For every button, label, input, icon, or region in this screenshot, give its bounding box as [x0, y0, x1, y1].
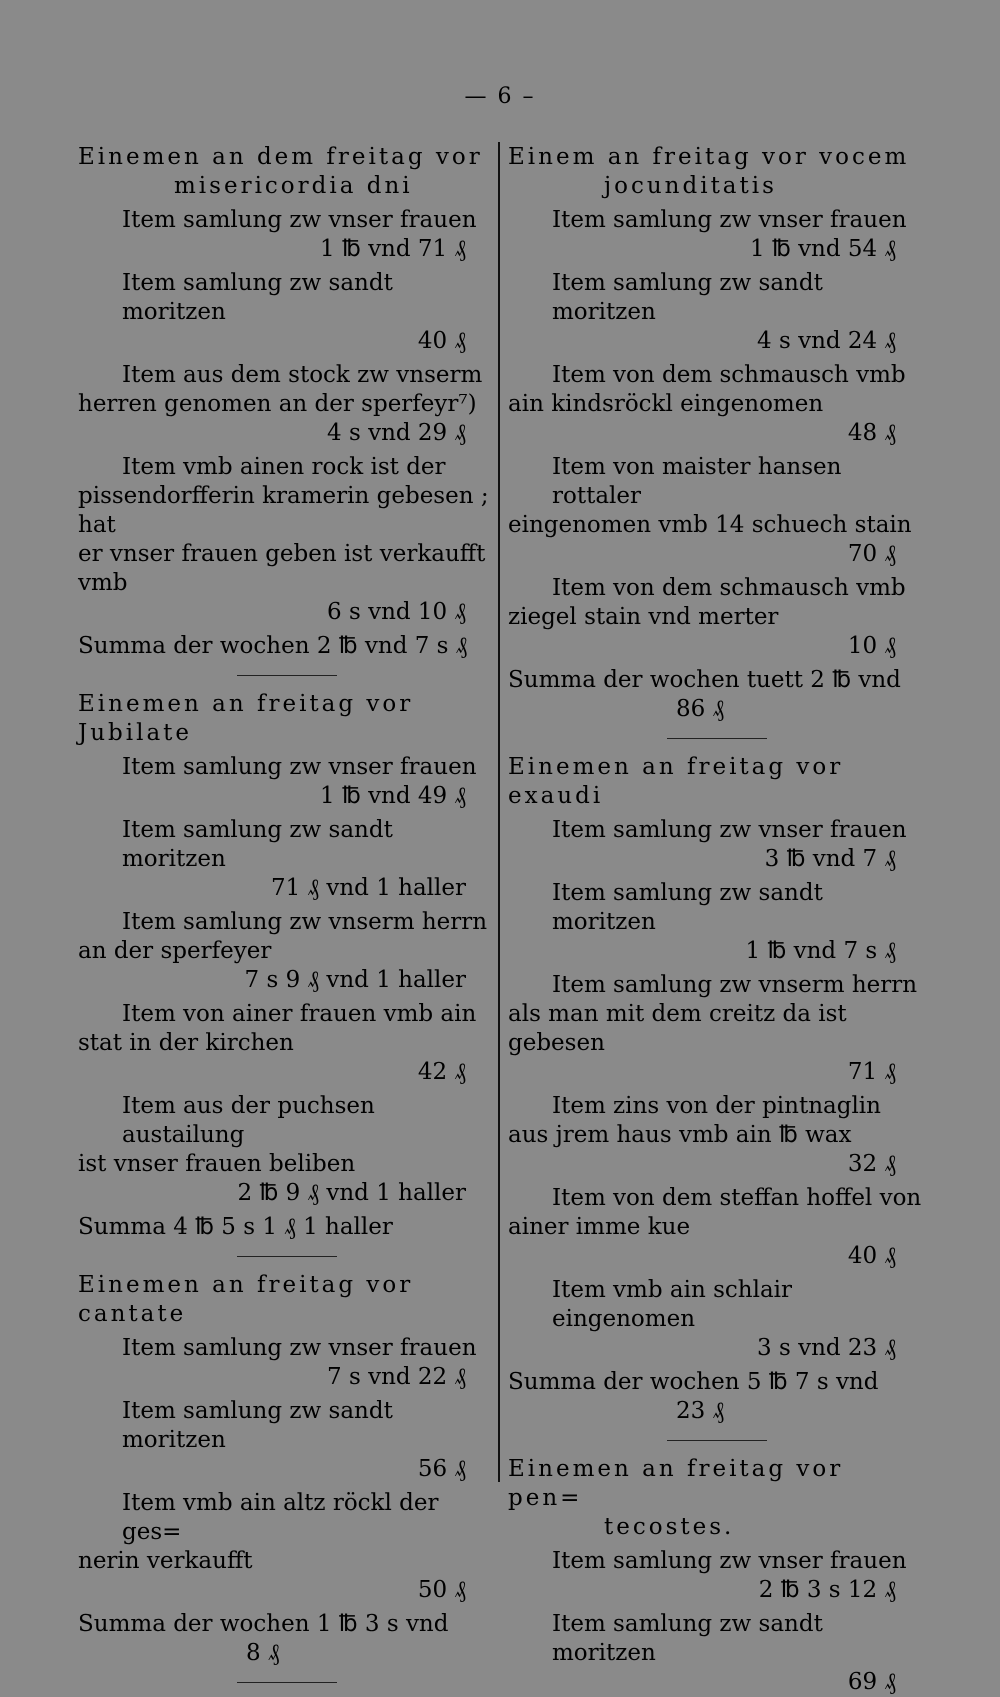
total-line: Summa der wochen 1 ℔ 3 s vnd — [78, 1611, 449, 1637]
item-text: Item samlung zw sandt moritzen — [552, 270, 823, 325]
item-text: Item von ainer frauen vmb ain — [122, 1001, 477, 1027]
ledger-item — [78, 753, 496, 811]
item-text: ist vnser frauen beliben — [78, 1151, 356, 1177]
item-amount: 56 ₰ — [417, 1456, 466, 1482]
item-text: als man mit dem creitz da ist gebesen — [508, 1001, 847, 1056]
ledger-item — [508, 1184, 926, 1271]
heading-line: Einemen an freitag vor pen= — [508, 1456, 844, 1511]
ledger-item — [78, 816, 496, 903]
item-text: pissendorfferin kramerin gebesen ; hat — [78, 483, 489, 538]
section-heading — [78, 690, 496, 748]
section-heading — [508, 753, 926, 811]
left-column — [78, 143, 496, 1697]
item-text: Item samlung zw sandt moritzen — [122, 817, 393, 872]
ledger-item — [78, 1000, 496, 1087]
item-amount: 7 s vnd 22 ₰ — [327, 1364, 466, 1390]
heading-line: Einem an freitag vor vocem — [508, 144, 910, 170]
section-separator — [237, 1256, 337, 1257]
section-separator — [237, 1682, 337, 1683]
item-text: Item vmb ainen rock ist der — [122, 454, 446, 480]
item-amount: 2 ℔ 9 ₰ vnd 1 haller — [237, 1180, 466, 1206]
item-amount: 50 ₰ — [417, 1577, 466, 1603]
column-divider — [498, 142, 500, 1482]
item-amount: 3 ℔ vnd 7 ₰ — [764, 846, 896, 872]
item-amount: 40 ₰ — [847, 1243, 896, 1269]
entry-section — [78, 143, 496, 676]
item-amount: 71 ₰ vnd 1 haller — [270, 875, 466, 901]
entry-section — [78, 690, 496, 1257]
ledger-item — [78, 453, 496, 627]
weekly-total — [78, 632, 496, 661]
section-heading — [508, 1455, 926, 1542]
item-text: Item samlung zw vnser frauen — [552, 817, 907, 843]
item-amount: 7 s 9 ₰ vnd 1 haller — [244, 967, 466, 993]
item-text: eingenomen vmb 14 schuech stain — [508, 512, 912, 538]
item-text: Item samlung zw vnser frauen — [552, 1548, 907, 1574]
item-text: Item samlung zw vnser frauen — [122, 754, 477, 780]
ledger-item — [78, 1397, 496, 1484]
ledger-item — [508, 1610, 926, 1697]
item-text: Item samlung zw vnser frauen — [122, 207, 477, 233]
item-amount: 3 s vnd 23 ₰ — [757, 1335, 896, 1361]
total-line: Summa der wochen 5 ℔ 7 s vnd — [508, 1369, 879, 1395]
ledger-item — [508, 1547, 926, 1605]
heading-line: tecostes. — [604, 1514, 735, 1540]
item-amount: 4 s vnd 29 ₰ — [327, 420, 466, 446]
heading-line: misericordia dni — [174, 173, 413, 199]
heading-line: Einemen an freitag vor Jubilate — [78, 691, 414, 746]
item-text: Item vmb ain schlair eingenomen — [552, 1277, 793, 1332]
item-text: ain kindsröckl eingenomen — [508, 391, 824, 417]
item-text: Item vmb ain altz röckl der ges= — [122, 1490, 439, 1545]
item-text: an der sperfeyer — [78, 938, 272, 964]
item-text: Item samlung zw sandt moritzen — [552, 880, 823, 935]
item-amount: 70 ₰ — [847, 541, 896, 567]
entry-section — [508, 753, 926, 1441]
ledger-item — [78, 1489, 496, 1605]
weekly-total — [508, 666, 926, 724]
item-text: Item von dem schmausch vmb — [552, 362, 906, 388]
total-line: 23 ₰ — [676, 1398, 725, 1424]
right-column — [508, 143, 926, 1697]
ledger-item — [508, 574, 926, 661]
item-text: Item aus dem stock zw vnserm — [122, 362, 483, 388]
entry-section — [78, 1271, 496, 1683]
item-text: Item samlung zw vnser frauen — [552, 207, 907, 233]
item-text: ainer imme kue — [508, 1214, 691, 1240]
ledger-item — [508, 879, 926, 966]
item-amount: 2 ℔ 3 s 12 ₰ — [758, 1577, 896, 1603]
item-text: herren genomen an der sperfeyr⁷) — [78, 391, 477, 417]
section-heading — [78, 1271, 496, 1329]
ledger-item — [78, 1334, 496, 1392]
item-text: Item samlung zw sandt moritzen — [122, 1398, 393, 1453]
ledger-item — [78, 206, 496, 264]
ledger-item — [78, 269, 496, 356]
entry-section — [508, 143, 926, 739]
item-amount: 6 s vnd 10 ₰ — [327, 599, 466, 625]
ledger-item — [78, 361, 496, 448]
ledger-item — [508, 269, 926, 356]
item-text: Item von maister hansen rottaler — [552, 454, 842, 509]
item-text: Item samlung zw sandt moritzen — [552, 1611, 823, 1666]
item-text: Item samlung zw sandt moritzen — [122, 270, 393, 325]
total-line: 8 ₰ — [246, 1640, 280, 1666]
item-amount: 1 ℔ vnd 71 ₰ — [320, 236, 466, 262]
item-text: aus jrem haus vmb ain ℔ wax — [508, 1122, 852, 1148]
item-text: Item aus der puchsen austailung — [122, 1093, 375, 1148]
total-line: 86 ₰ — [676, 696, 725, 722]
section-heading — [508, 143, 926, 201]
item-amount: 71 ₰ — [847, 1059, 896, 1085]
section-separator — [237, 675, 337, 676]
ledger-item — [508, 453, 926, 569]
section-separator — [667, 1440, 767, 1441]
item-amount: 1 ℔ vnd 54 ₰ — [750, 236, 896, 262]
total-line: Summa 4 ℔ 5 s 1 ₰ 1 haller — [78, 1214, 393, 1240]
ledger-item — [508, 361, 926, 448]
page-number: — 6 – — [464, 84, 536, 109]
section-heading — [78, 143, 496, 201]
ledger-item — [508, 971, 926, 1087]
ledger-item — [508, 1092, 926, 1179]
heading-line: Einemen an freitag vor cantate — [78, 1272, 414, 1327]
item-text: Item von dem steffan hoffel von — [552, 1185, 922, 1211]
ledger-item — [508, 816, 926, 874]
ledger-item — [78, 1092, 496, 1208]
total-line: Summa der wochen 2 ℔ vnd 7 s ₰ — [78, 633, 468, 659]
weekly-total — [78, 1213, 496, 1242]
item-amount: 40 ₰ — [417, 328, 466, 354]
item-amount: 10 ₰ — [847, 633, 896, 659]
item-text: Item von dem schmausch vmb — [552, 575, 906, 601]
total-line: Summa der wochen tuett 2 ℔ vnd — [508, 667, 901, 693]
item-text: Item samlung zw vnser frauen — [122, 1335, 477, 1361]
item-text: stat in der kirchen — [78, 1030, 294, 1056]
heading-line: Einemen an dem freitag vor — [78, 144, 483, 170]
item-amount: 42 ₰ — [417, 1059, 466, 1085]
item-text: er vnser frauen geben ist verkaufft vmb — [78, 541, 486, 596]
ledger-item — [78, 908, 496, 995]
ledger-item — [508, 1276, 926, 1363]
item-text: nerin verkaufft — [78, 1548, 253, 1574]
weekly-total — [78, 1610, 496, 1668]
item-amount: 69 ₰ — [847, 1669, 896, 1695]
heading-line: Einemen an freitag vor exaudi — [508, 754, 844, 809]
item-amount: 4 s vnd 24 ₰ — [757, 328, 896, 354]
ledger-item — [508, 206, 926, 264]
item-text: Item samlung zw vnserm herrn — [552, 972, 918, 998]
item-amount: 32 ₰ — [847, 1151, 896, 1177]
weekly-total — [508, 1368, 926, 1426]
heading-line: jocunditatis — [604, 173, 777, 199]
item-amount: 48 ₰ — [847, 420, 896, 446]
item-text: Item zins von der pintnaglin — [552, 1093, 881, 1119]
item-text: ziegel stain vnd merter — [508, 604, 779, 630]
section-separator — [667, 738, 767, 739]
item-amount: 1 ℔ vnd 7 s ₰ — [745, 938, 896, 964]
item-amount: 1 ℔ vnd 49 ₰ — [320, 783, 466, 809]
item-text: Item samlung zw vnserm herrn — [122, 909, 488, 935]
entry-section — [508, 1455, 926, 1697]
